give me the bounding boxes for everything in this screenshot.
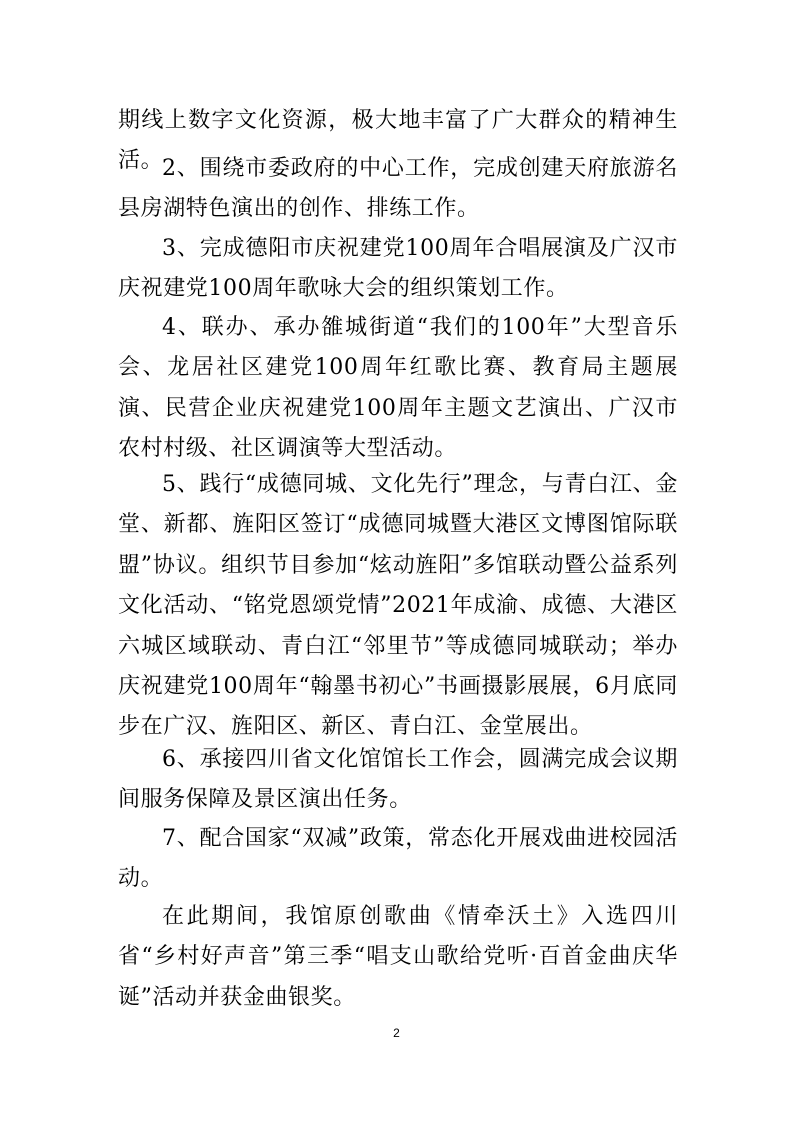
paragraph-item-2: 2、围绕市委政府的中心工作，完成创建天府旅游名县房湖特色演出的创作、排练工作。 (118, 156, 678, 222)
paragraph-item-7: 7、配合国家“双减”政策，常态化开展戏曲进校园活动。 (118, 826, 678, 892)
paragraph-summary: 在此期间，我馆原创歌曲《情牵沃土》入选四川省“乡村好声音”第三季“唱支山歌给党听·百首金曲庆华诞”活动并获金曲银奖。 (118, 904, 678, 1010)
paragraph-continued: 期线上数字文化资源，极大地丰富了广大群众的精神生活。 (118, 108, 678, 174)
page-number: 2 (393, 1026, 400, 1040)
paragraph-item-6: 6、承接四川省文化馆馆长工作会，圆满完成会议期间服务保障及景区演出任务。 (118, 747, 678, 813)
paragraph-item-3: 3、完成德阳市庆祝建党100周年合唱展演及广汉市庆祝建党100周年歌咏大会的组织策划工作。 (118, 236, 678, 302)
paragraph-item-4: 4、联办、承办雒城街道“我们的100年”大型音乐会、龙居社区建党100周年红歌比赛、教育局主题展演、民营企业庆祝建党100周年主题文艺演出、广汉市农村村级、社区调演等大型活动。 (118, 315, 678, 462)
paragraph-item-5: 5、践行“成德同城、文化先行”理念，与青白江、金堂、新都、旌阳区签订“成德同城暨大港区文博图馆际联盟”协议。组织节目参加“炫动旌阳”多馆联动暨公益系列文化活动、“铭党恩颂党情”2021年成渝、成德、大港区六城区域联动、青白江“邻里节”等成德同城联动；举办庆祝建党100周年“翰墨书初心”书画摄影展展，6月底同步在广汉、旌阳区、新区、青白江、金堂展出。 (118, 472, 678, 740)
